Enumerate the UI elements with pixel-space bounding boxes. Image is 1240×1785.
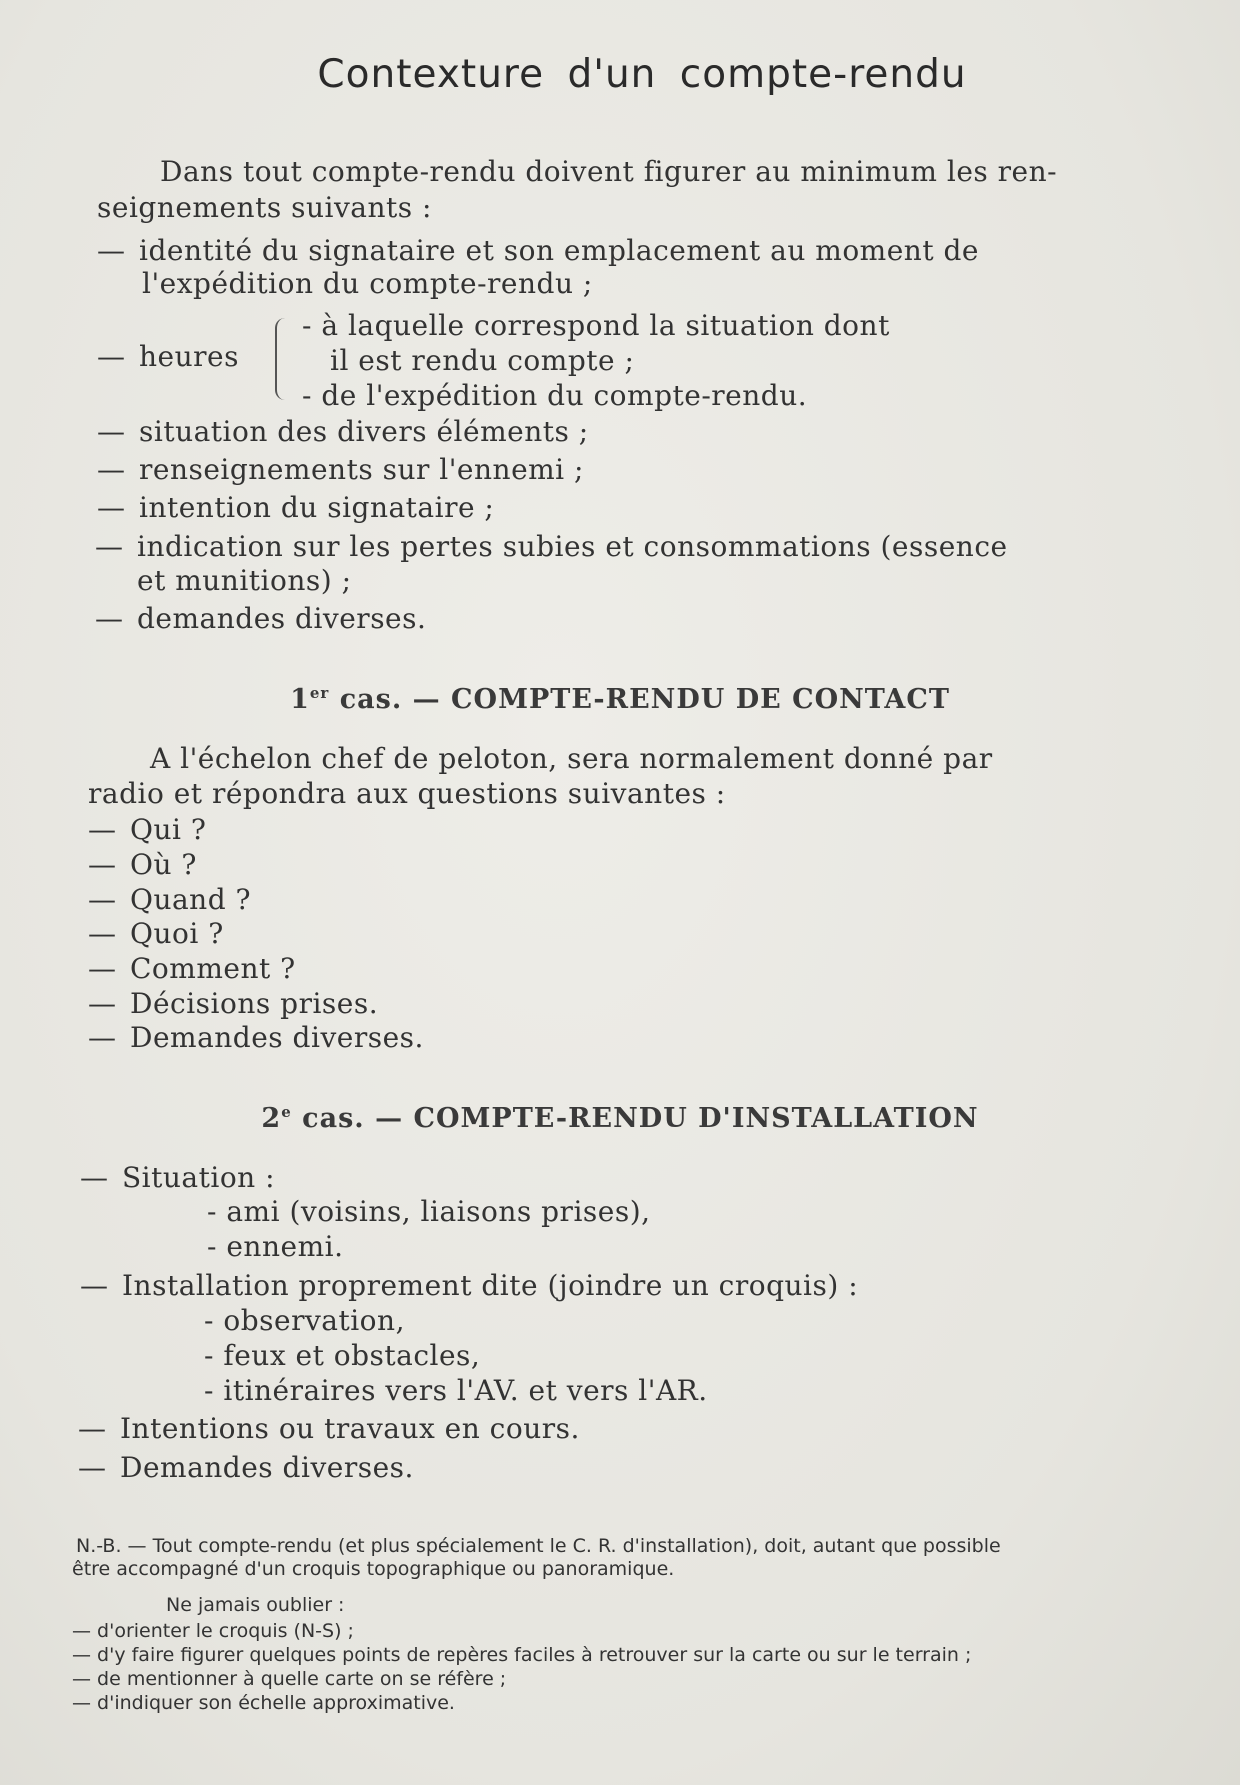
list-item-situation: — situation des divers éléments ;: [97, 415, 589, 448]
case1-item-quand: — Quand ?: [88, 883, 252, 916]
case1-para-line-2: radio et répondra aux questions suivantes :: [88, 777, 726, 810]
note-item-reperes: — d'y faire figurer quelques points de repères faciles à retrouver sur la carte ou sur le terrain ;: [72, 1644, 972, 1666]
note-item-orienter: — d'orienter le croquis (N-S) ;: [72, 1620, 354, 1642]
case2-heading: 2e cas. — COMPTE-RENDU D'INSTALLATION: [261, 1103, 979, 1134]
list-item-demandes: — demandes diverses.: [95, 602, 427, 635]
heures-sub-a-cont: il est rendu compte ;: [330, 344, 635, 377]
page-title: Contexture d'un compte-rendu: [317, 52, 967, 97]
list-item-identite-cont: l'expédition du compte-rendu ;: [142, 267, 593, 300]
case2-sub-ennemi: - ennemi.: [207, 1230, 344, 1263]
case2-item-demandes: — Demandes diverses.: [78, 1451, 414, 1484]
case2-sub-feux: - feux et obstacles,: [204, 1339, 481, 1372]
note-item-carte: — de mentionner à quelle carte on se réfère ;: [72, 1668, 507, 1690]
list-item-intention: — intention du signataire ;: [97, 491, 495, 524]
brace: [275, 318, 287, 400]
case2-sub-ami: - ami (voisins, liaisons prises),: [207, 1195, 651, 1228]
case2-item-installation: — Installation proprement dite (joindre un croquis) :: [80, 1269, 859, 1302]
case1-para-line-1: A l'échelon chef de peloton, sera normalement donné par: [150, 742, 993, 775]
note-line-1: N.-B. — Tout compte-rendu (et plus spécialement le C. R. d'installation), doit, autant que possible: [76, 1535, 1001, 1557]
case1-item-decisions: — Décisions prises.: [88, 987, 379, 1020]
intro-line-1: Dans tout compte-rendu doivent figurer au minimum les ren-: [160, 155, 1058, 188]
case1-item-quoi: — Quoi ?: [88, 917, 224, 950]
list-item-indication: — indication sur les pertes subies et consommations (essence: [95, 530, 1008, 563]
intro-line-2: seignements suivants :: [97, 191, 432, 224]
note-line-2: être accompagné d'un croquis topographique ou panoramique.: [72, 1558, 675, 1580]
list-item-indication-cont: et munitions) ;: [137, 564, 352, 597]
case1-item-comment: — Comment ?: [88, 952, 296, 985]
heures-sub-a: - à laquelle correspond la situation dont: [302, 309, 890, 342]
note-line-3: Ne jamais oublier :: [166, 1594, 345, 1616]
case1-heading: 1er cas. — COMPTE-RENDU DE CONTACT: [290, 684, 950, 715]
list-item-renseignements: — renseignements sur l'ennemi ;: [97, 453, 584, 486]
note-item-echelle: — d'indiquer son échelle approximative.: [72, 1692, 455, 1714]
case2-item-situation: — Situation :: [80, 1161, 276, 1194]
case2-sub-itineraires: - itinéraires vers l'AV. et vers l'AR.: [204, 1374, 708, 1407]
list-item-heures: — heures: [97, 340, 239, 373]
case1-item-qui: — Qui ?: [88, 813, 207, 846]
list-item-identite: — identité du signataire et son emplacement au moment de: [97, 234, 979, 267]
case1-item-demandes: — Demandes diverses.: [88, 1021, 424, 1054]
case2-sub-observation: - observation,: [204, 1304, 405, 1337]
heures-sub-b: - de l'expédition du compte-rendu.: [302, 379, 808, 412]
case1-item-ou: — Où ?: [88, 848, 197, 881]
case2-item-intentions: — Intentions ou travaux en cours.: [78, 1412, 580, 1445]
